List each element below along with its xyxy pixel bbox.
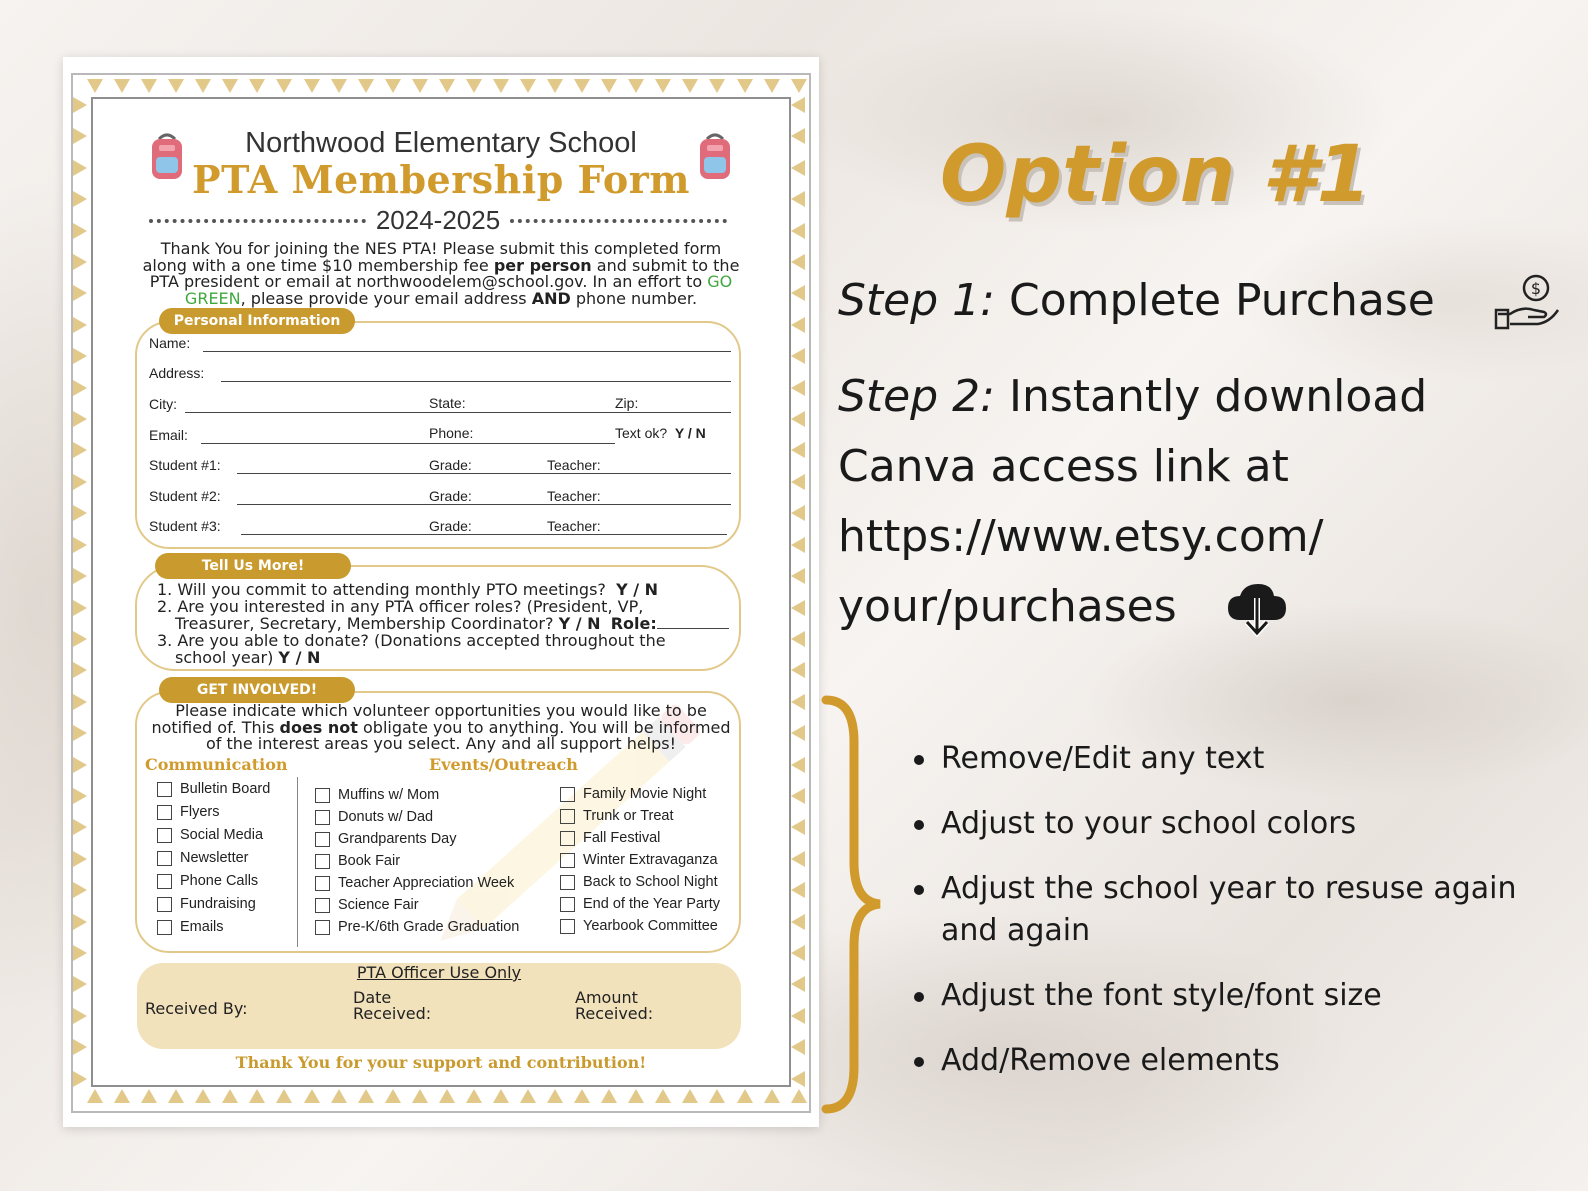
dotted-divider: [510, 219, 727, 223]
q2-yn[interactable]: Y / N: [558, 614, 601, 633]
communication-heading: Communication: [145, 755, 288, 774]
border-triangle: [73, 757, 87, 773]
border-triangle: [764, 79, 780, 93]
border-triangle: [87, 1089, 103, 1103]
border-triangle: [791, 694, 805, 710]
border-triangle: [791, 285, 805, 301]
border-triangle: [439, 79, 455, 93]
border-triangle: [73, 631, 87, 647]
grade-label: Grade:: [429, 488, 472, 504]
volunteer-option[interactable]: [560, 830, 720, 846]
volunteer-option[interactable]: [315, 787, 519, 803]
border-triangle: [520, 79, 536, 93]
cloud-download-icon: [1226, 580, 1288, 638]
border-triangle: [385, 79, 401, 93]
border-triangle: [73, 662, 87, 678]
border-triangle: [114, 79, 130, 93]
get-involved-header: GET INVOLVED!: [159, 677, 355, 703]
volunteer-option[interactable]: [315, 897, 519, 913]
border-triangle: [791, 945, 805, 961]
city-field[interactable]: [185, 412, 731, 413]
teacher-label: Teacher:: [547, 488, 601, 504]
border-triangle: [709, 79, 725, 93]
option-title: Option #1: [940, 130, 1371, 220]
svg-text:$: $: [1530, 279, 1542, 298]
border-triangle: [73, 694, 87, 710]
volunteer-option[interactable]: [157, 850, 270, 866]
checkbox-label: Trunk or Treat: [583, 808, 674, 824]
feature-item: Add/Remove elements: [914, 1040, 1564, 1082]
q3-text: school year): [175, 648, 274, 667]
intro-text: Thank You for joining the NES PTA! Please submit this completed form along with a one time $10 membership fee: [142, 239, 722, 275]
question-3: 3. Are you able to donate? (Donations accepted throughout the: [157, 631, 666, 650]
volunteer-option[interactable]: [560, 918, 720, 934]
step-1: [838, 266, 1435, 336]
border-triangle: [791, 851, 805, 867]
border-triangle: [520, 1089, 536, 1103]
border-triangle: [791, 662, 805, 678]
border-triangle: [73, 945, 87, 961]
teacher-label: Teacher:: [547, 518, 601, 534]
border-triangle: [195, 1089, 211, 1103]
checkbox-label: Science Fair: [338, 897, 419, 913]
border-triangle: [791, 725, 805, 741]
received-by-label: Received By:: [145, 999, 248, 1018]
events-list-1: [315, 787, 519, 935]
checkbox-label: Family Movie Night: [583, 786, 707, 802]
state-label: State:: [429, 395, 466, 411]
border-triangle: [73, 474, 87, 490]
border-triangle: [791, 79, 807, 93]
tell-us-more-header: Tell Us More!: [155, 553, 351, 579]
volunteer-option[interactable]: [560, 786, 720, 802]
checkbox-label: Fall Festival: [583, 830, 661, 846]
border-triangle: [493, 1089, 509, 1103]
volunteer-option[interactable]: [315, 919, 519, 935]
intro-bold: per person: [493, 255, 592, 275]
border-triangle: [791, 223, 805, 239]
checkbox-label: Back to School Night: [583, 874, 718, 890]
email-label: Email:: [149, 427, 188, 443]
border-triangle: [73, 254, 87, 270]
border-triangle: [709, 1089, 725, 1103]
border-triangle: [466, 1089, 482, 1103]
checkbox[interactable]: [315, 832, 330, 847]
checkbox[interactable]: [157, 897, 172, 912]
border-triangle: [791, 380, 805, 396]
checkbox[interactable]: [560, 787, 575, 802]
step2-label: Step 2:: [838, 371, 995, 422]
checkbox[interactable]: [560, 831, 575, 846]
border-triangle: [412, 79, 428, 93]
go-green-text: GO GREEN: [184, 272, 733, 308]
student1-label: Student #1:: [149, 457, 221, 473]
border-triangle: [601, 79, 617, 93]
city-label: City:: [149, 396, 177, 412]
checkbox[interactable]: [157, 851, 172, 866]
border-triangle: [73, 600, 87, 616]
border-triangle: [331, 79, 347, 93]
border-triangle: [358, 1089, 374, 1103]
role-field[interactable]: [657, 628, 729, 629]
checkbox-label: Social Media: [180, 827, 264, 843]
border-triangle: [73, 851, 87, 867]
checkbox-label: Book Fair: [338, 853, 401, 869]
volunteer-option[interactable]: [315, 809, 519, 825]
top-triangle-border: [87, 79, 807, 99]
border-triangle: [249, 79, 265, 93]
amount-received-label: [575, 990, 653, 1022]
checkbox-label: Emails: [180, 919, 224, 935]
step-2-link[interactable]: https://www.etsy.com/: [838, 511, 1324, 562]
border-triangle: [73, 568, 87, 584]
text-ok-yn[interactable]: Y / N: [674, 425, 706, 441]
intro-text: phone number.: [570, 288, 698, 308]
border-triangle: [791, 505, 805, 521]
phone-label: Phone:: [429, 425, 474, 441]
involved-text: obligate you to anything. You will be informed of the interest areas you select. Any and all support helps!: [205, 717, 731, 753]
checkbox-label: Teacher Appreciation Week: [338, 875, 515, 891]
checkbox-label: Muffins w/ Mom: [338, 787, 440, 803]
volunteer-option[interactable]: [157, 804, 270, 820]
border-triangle: [791, 1089, 807, 1103]
border-triangle: [73, 819, 87, 835]
border-triangle: [73, 976, 87, 992]
border-triangle: [791, 976, 805, 992]
checkbox[interactable]: [315, 876, 330, 891]
checkbox-label: Newsletter: [180, 850, 249, 866]
border-triangle: [73, 1071, 87, 1087]
border-triangle: [249, 1089, 265, 1103]
border-triangle: [737, 1089, 753, 1103]
date-received-line2: Received:: [353, 1004, 432, 1023]
border-triangle: [655, 79, 671, 93]
border-triangle: [791, 1071, 805, 1087]
border-triangle: [222, 1089, 238, 1103]
border-triangle: [682, 79, 698, 93]
border-triangle: [73, 788, 87, 804]
involved-bold: does not: [279, 717, 358, 737]
border-triangle: [791, 411, 805, 427]
border-triangle: [276, 79, 292, 93]
border-triangle: [73, 1008, 87, 1024]
step1-text: Complete Purchase: [995, 275, 1435, 326]
year-row: [149, 205, 727, 236]
border-triangle: [141, 79, 157, 93]
q1-text: 1. Will you commit to attending monthly PTO meetings?: [157, 580, 606, 599]
border-triangle: [168, 79, 184, 93]
volunteer-option[interactable]: [560, 808, 720, 824]
border-triangle: [791, 537, 805, 553]
border-triangle: [737, 79, 753, 93]
checkbox-label: Grandparents Day: [338, 831, 457, 847]
border-triangle: [73, 725, 87, 741]
border-triangle: [73, 317, 87, 333]
amount-line1: Amount: [575, 988, 638, 1007]
checkbox[interactable]: [315, 854, 330, 869]
thank-you-footer: Thank You for your support and contribution!: [235, 1053, 647, 1072]
border-triangle: [168, 1089, 184, 1103]
checkbox[interactable]: [560, 809, 575, 824]
grade-label: Grade:: [429, 518, 472, 534]
border-triangle: [574, 79, 590, 93]
border-triangle: [73, 348, 87, 364]
checkbox[interactable]: [560, 875, 575, 890]
border-triangle: [493, 79, 509, 93]
border-triangle: [73, 914, 87, 930]
border-triangle: [791, 757, 805, 773]
involved-text: Please indicate which volunteer opportunities you would like to be notified of. This: [151, 701, 707, 737]
checkbox[interactable]: [560, 853, 575, 868]
border-triangle: [791, 254, 805, 270]
border-triangle: [791, 914, 805, 930]
checkbox-label: Yearbook Committee: [583, 918, 718, 934]
border-triangle: [304, 79, 320, 93]
question-3-cont: [157, 649, 747, 666]
text-ok-text: Text ok?: [615, 425, 668, 441]
feature-item: Adjust the font style/font size: [914, 975, 1564, 1017]
date-received-line1: Date: [353, 988, 392, 1007]
text-ok-label: [615, 425, 706, 441]
border-triangle: [791, 882, 805, 898]
question-2: 2. Are you interested in any PTA officer roles? (President, VP,: [157, 597, 644, 616]
border-triangle: [73, 97, 87, 113]
border-triangle: [791, 474, 805, 490]
q3-yn[interactable]: Y / N: [278, 648, 321, 667]
address-field[interactable]: [221, 381, 731, 382]
border-triangle: [73, 537, 87, 553]
address-label: Address:: [149, 365, 205, 381]
curly-brace-icon: [818, 692, 888, 1117]
border-triangle: [358, 79, 374, 93]
step-2-line2: Canva access link at: [838, 441, 1289, 492]
feature-item: Remove/Edit any text: [914, 738, 1564, 780]
border-triangle: [682, 1089, 698, 1103]
teacher-label: Teacher:: [547, 457, 601, 473]
question-2-cont: [157, 615, 747, 632]
get-involved-text: [149, 703, 733, 753]
border-triangle: [331, 1089, 347, 1103]
border-triangle: [791, 631, 805, 647]
checkbox[interactable]: [315, 920, 330, 935]
volunteer-option[interactable]: [157, 896, 270, 912]
border-triangle: [574, 1089, 590, 1103]
checkbox[interactable]: [560, 919, 575, 934]
volunteer-option[interactable]: [157, 919, 270, 935]
question-1: [157, 581, 747, 598]
border-triangle: [73, 285, 87, 301]
form-title: PTA Membership Form: [192, 157, 690, 202]
border-triangle: [655, 1089, 671, 1103]
volunteer-option[interactable]: [157, 873, 270, 889]
border-triangle: [276, 1089, 292, 1103]
questions-list: [157, 581, 747, 666]
name-field[interactable]: [203, 351, 731, 352]
border-triangle: [73, 380, 87, 396]
checkbox-label: Winter Extravaganza: [583, 852, 718, 868]
border-triangle: [601, 1089, 617, 1103]
border-triangle: [385, 1089, 401, 1103]
dotted-divider: [149, 219, 366, 223]
border-triangle: [764, 1089, 780, 1103]
border-triangle: [195, 79, 211, 93]
border-triangle: [547, 1089, 563, 1103]
step2-line1: Instantly download: [995, 371, 1428, 422]
checkbox-label: Fundraising: [180, 896, 256, 912]
intro-text: and submit to the PTA president or email at northwoodelem@school.gov. In an effort to: [149, 255, 740, 291]
border-triangle: [73, 223, 87, 239]
column-divider: [297, 777, 298, 947]
checkbox[interactable]: [560, 897, 575, 912]
border-triangle: [412, 1089, 428, 1103]
step-2-link-cont[interactable]: your/purchases: [838, 581, 1177, 632]
student2-field[interactable]: [237, 504, 731, 505]
checkbox[interactable]: [315, 810, 330, 825]
step-2: [838, 362, 1427, 432]
checkbox-label: Phone Calls: [180, 873, 259, 889]
checkbox-label: End of the Year Party: [583, 896, 721, 912]
student3-field[interactable]: [241, 534, 727, 535]
border-triangle: [73, 411, 87, 427]
checkbox[interactable]: [157, 874, 172, 889]
student1-field[interactable]: [237, 473, 731, 474]
feature-item: Adjust the school year to resuse again and again: [914, 868, 1564, 952]
intro-text: , please provide your email address: [240, 288, 532, 308]
checkbox-label: Pre-K/6th Grade Graduation: [338, 919, 520, 935]
border-triangle: [141, 1089, 157, 1103]
volunteer-option[interactable]: [560, 852, 720, 868]
volunteer-option[interactable]: [157, 827, 270, 843]
school-year: 2024-2025: [375, 205, 501, 235]
officer-use-box: [137, 963, 741, 1049]
border-triangle: [791, 568, 805, 584]
q2-text: Treasurer, Secretary, Membership Coordinator?: [175, 614, 554, 633]
feature-item: Adjust to your school colors: [914, 803, 1564, 845]
volunteer-option[interactable]: [560, 896, 720, 912]
volunteer-option[interactable]: [315, 831, 519, 847]
border-triangle: [87, 79, 103, 93]
border-triangle: [222, 79, 238, 93]
checkbox-label: Bulletin Board: [180, 781, 271, 797]
bottom-triangle-border: [87, 1089, 807, 1109]
left-triangle-border: [73, 97, 91, 1087]
checkbox[interactable]: [315, 898, 330, 913]
intro-paragraph: [141, 241, 741, 307]
student3-label: Student #3:: [149, 518, 221, 534]
date-received-label: [353, 990, 431, 1022]
border-triangle: [73, 882, 87, 898]
checkbox[interactable]: [157, 920, 172, 935]
student2-label: Student #2:: [149, 488, 221, 504]
money-hand-icon: [1494, 270, 1562, 330]
border-triangle: [628, 1089, 644, 1103]
border-triangle: [628, 79, 644, 93]
volunteer-option[interactable]: [157, 781, 270, 797]
border-triangle: [791, 819, 805, 835]
checkbox[interactable]: [157, 828, 172, 843]
border-triangle: [114, 1089, 130, 1103]
checkbox-label: Donuts w/ Dad: [338, 809, 434, 825]
events-list-2: [560, 786, 720, 934]
border-triangle: [791, 348, 805, 364]
border-triangle: [73, 505, 87, 521]
border-triangle: [304, 1089, 320, 1103]
volunteer-option[interactable]: [315, 853, 519, 869]
border-triangle: [791, 97, 805, 113]
border-triangle: [791, 788, 805, 804]
checkbox-label: Flyers: [180, 804, 220, 820]
personal-info-header: Personal Information: [159, 308, 355, 334]
school-name: Northwood Elementary School: [245, 127, 637, 159]
border-triangle: [439, 1089, 455, 1103]
role-label: Role:: [610, 614, 657, 633]
officer-use-title: PTA Officer Use Only: [356, 963, 522, 982]
border-triangle: [547, 79, 563, 93]
border-triangle: [466, 79, 482, 93]
amount-line2: Received:: [575, 1004, 654, 1023]
volunteer-option[interactable]: [315, 875, 519, 891]
border-triangle: [73, 442, 87, 458]
q1-yn[interactable]: Y / N: [616, 580, 659, 599]
border-triangle: [791, 1008, 805, 1024]
name-label: Name:: [149, 335, 191, 351]
grade-label: Grade:: [429, 457, 472, 473]
right-triangle-border: [791, 97, 809, 1087]
border-triangle: [791, 600, 805, 616]
membership-form-document: [63, 57, 819, 1127]
events-heading: Events/Outreach: [429, 755, 578, 774]
email-field[interactable]: [201, 443, 615, 444]
border-triangle: [791, 442, 805, 458]
intro-bold: AND: [531, 288, 571, 308]
volunteer-option[interactable]: [560, 874, 720, 890]
step1-label: Step 1:: [838, 275, 995, 326]
zip-label: Zip:: [615, 395, 639, 411]
checkbox[interactable]: [315, 788, 330, 803]
checkbox[interactable]: [157, 805, 172, 820]
feature-list: [914, 738, 1564, 1105]
communication-list: [157, 781, 270, 935]
checkbox[interactable]: [157, 782, 172, 797]
border-triangle: [791, 317, 805, 333]
